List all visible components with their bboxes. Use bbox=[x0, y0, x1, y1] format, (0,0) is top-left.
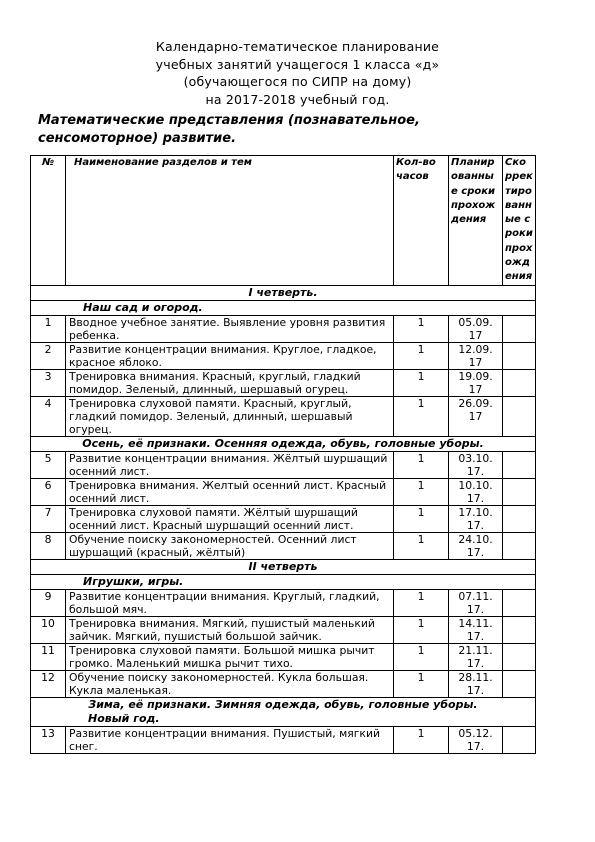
row-number: 10 bbox=[31, 616, 66, 643]
row-corrected-date bbox=[503, 315, 536, 342]
row-number: 5 bbox=[31, 451, 66, 478]
table-row bbox=[31, 643, 536, 670]
table-row bbox=[31, 670, 536, 697]
row-topic: Развитие концентрации внимания. Пушистый, мягкий снег. bbox=[66, 726, 394, 753]
row-hours: 1 bbox=[394, 670, 449, 697]
header-note-line: (обучающегося по СИПР на дому) bbox=[183, 74, 412, 89]
row-planned-date: 24.10. 17. bbox=[449, 532, 503, 559]
row-hours: 1 bbox=[394, 726, 449, 753]
row-planned-date: 14.11. 17. bbox=[449, 616, 503, 643]
row-number: 9 bbox=[31, 589, 66, 616]
header-year-line: на 2017-2018 учебный год. bbox=[205, 91, 390, 107]
row-corrected-date bbox=[503, 589, 536, 616]
subject-title-line: сенсомоторное) развитие. bbox=[38, 130, 237, 146]
row-hours: 1 bbox=[394, 342, 449, 369]
column-header-number: № bbox=[31, 156, 66, 286]
row-corrected-date bbox=[503, 478, 536, 505]
row-hours: 1 bbox=[394, 505, 449, 532]
row-topic: Обучение поиску закономерностей. Кукла большая. Кукла маленькая. bbox=[66, 670, 394, 697]
document-header bbox=[0, 38, 595, 108]
table-row bbox=[31, 616, 536, 643]
table-row bbox=[31, 478, 536, 505]
table-row bbox=[31, 342, 536, 369]
section-row bbox=[31, 574, 536, 589]
row-number: 3 bbox=[31, 369, 66, 396]
header-class-line: учебных занятий учащегося 1 класса «д» bbox=[155, 56, 440, 72]
table-row bbox=[31, 726, 536, 753]
row-hours: 1 bbox=[394, 369, 449, 396]
table-row bbox=[31, 505, 536, 532]
quarter-title: I четверть. bbox=[31, 285, 536, 300]
row-planned-date: 05.12. 17. bbox=[449, 726, 503, 753]
row-topic: Обучение поиску закономерностей. Осенний лист шуршащий (красный, жёлтый) bbox=[66, 532, 394, 559]
table-header-row bbox=[31, 156, 536, 286]
section-row bbox=[31, 697, 536, 726]
section-row bbox=[31, 285, 536, 300]
row-corrected-date bbox=[503, 643, 536, 670]
row-topic: Развитие концентрации внимания. Круглое, гладкое, красное яблоко. bbox=[66, 342, 394, 369]
row-corrected-date bbox=[503, 369, 536, 396]
subject-title-line: Математические представления (познавательное, bbox=[38, 113, 420, 128]
table-row bbox=[31, 532, 536, 559]
row-topic: Тренировка слуховой памяти. Красный, круглый, гладкий помидор. Зеленый, длинный, шершавый огурец. bbox=[66, 396, 394, 436]
section-title: Осень, её признаки. Осенняя одежда, обувь, головные уборы. bbox=[31, 436, 536, 451]
row-topic: Тренировка внимания. Желтый осенний лист. Красный осенний лист. bbox=[66, 478, 394, 505]
section-title bbox=[31, 697, 536, 726]
row-topic: Вводное учебное занятие. Выявление уровня развития ребенка. bbox=[66, 315, 394, 342]
row-hours: 1 bbox=[394, 532, 449, 559]
row-hours: 1 bbox=[394, 643, 449, 670]
section-title: Наш сад и огород. bbox=[31, 300, 536, 315]
row-planned-date: 21.11. 17. bbox=[449, 643, 503, 670]
row-number: 6 bbox=[31, 478, 66, 505]
subject-title bbox=[38, 112, 558, 147]
column-header-hours: Кол-во часов bbox=[394, 156, 449, 286]
table-row bbox=[31, 451, 536, 478]
row-corrected-date bbox=[503, 670, 536, 697]
row-topic: Тренировка внимания. Мягкий, пушистый маленький зайчик. Мягкий, пушистый большой зайчик. bbox=[66, 616, 394, 643]
row-topic: Тренировка слуховой памяти. Большой мишка рычит громко. Маленький мишка рычит тихо. bbox=[66, 643, 394, 670]
row-planned-date: 03.10. 17. bbox=[449, 451, 503, 478]
row-hours: 1 bbox=[394, 616, 449, 643]
row-corrected-date bbox=[503, 726, 536, 753]
row-planned-date: 12.09. 17 bbox=[449, 342, 503, 369]
row-planned-date: 17.10. 17. bbox=[449, 505, 503, 532]
row-corrected-date bbox=[503, 616, 536, 643]
row-planned-date: 05.09. 17 bbox=[449, 315, 503, 342]
column-header-corrected: Скорректированные сроки прохождения bbox=[503, 156, 536, 286]
row-number: 2 bbox=[31, 342, 66, 369]
table-row bbox=[31, 369, 536, 396]
section-row bbox=[31, 559, 536, 574]
row-planned-date: 28.11. 17. bbox=[449, 670, 503, 697]
row-planned-date: 07.11. 17. bbox=[449, 589, 503, 616]
section-title: Игрушки, игры. bbox=[31, 574, 536, 589]
row-corrected-date bbox=[503, 451, 536, 478]
row-corrected-date bbox=[503, 396, 536, 436]
row-planned-date: 10.10. 17. bbox=[449, 478, 503, 505]
row-hours: 1 bbox=[394, 396, 449, 436]
row-hours: 1 bbox=[394, 478, 449, 505]
planning-table bbox=[30, 155, 536, 754]
section-title-line: Зима, её признаки. Зимняя одежда, обувь, головные уборы. bbox=[88, 697, 478, 711]
row-number: 8 bbox=[31, 532, 66, 559]
row-number: 13 bbox=[31, 726, 66, 753]
row-topic: Тренировка внимания. Красный, круглый, гладкий помидор. Зеленый, длинный, шершавый огурец. bbox=[66, 369, 394, 396]
quarter-title: II четверть bbox=[31, 559, 536, 574]
table-row bbox=[31, 396, 536, 436]
row-number: 7 bbox=[31, 505, 66, 532]
row-planned-date: 26.09. 17 bbox=[449, 396, 503, 436]
row-topic: Тренировка слуховой памяти. Жёлтый шуршащий осенний лист. Красный шуршащий осенний лист. bbox=[66, 505, 394, 532]
header-title-line: Календарно-тематическое планирование bbox=[155, 39, 440, 54]
table-row bbox=[31, 315, 536, 342]
row-hours: 1 bbox=[394, 315, 449, 342]
section-row bbox=[31, 436, 536, 451]
row-topic: Развитие концентрации внимания. Жёлтый шуршащий осенний лист. bbox=[66, 451, 394, 478]
row-hours: 1 bbox=[394, 451, 449, 478]
row-hours: 1 bbox=[394, 589, 449, 616]
row-number: 1 bbox=[31, 315, 66, 342]
section-title-line: Новый год. bbox=[88, 711, 160, 725]
row-corrected-date bbox=[503, 532, 536, 559]
row-corrected-date bbox=[503, 342, 536, 369]
column-header-planned: Планированные сроки прохождения bbox=[449, 156, 503, 286]
table-row bbox=[31, 589, 536, 616]
row-corrected-date bbox=[503, 505, 536, 532]
row-number: 4 bbox=[31, 396, 66, 436]
row-number: 12 bbox=[31, 670, 66, 697]
section-row bbox=[31, 300, 536, 315]
row-number: 11 bbox=[31, 643, 66, 670]
column-header-name: Наименование разделов и тем bbox=[66, 156, 394, 286]
row-topic: Развитие концентрации внимания. Круглый, гладкий, большой мяч. bbox=[66, 589, 394, 616]
row-planned-date: 19.09. 17 bbox=[449, 369, 503, 396]
